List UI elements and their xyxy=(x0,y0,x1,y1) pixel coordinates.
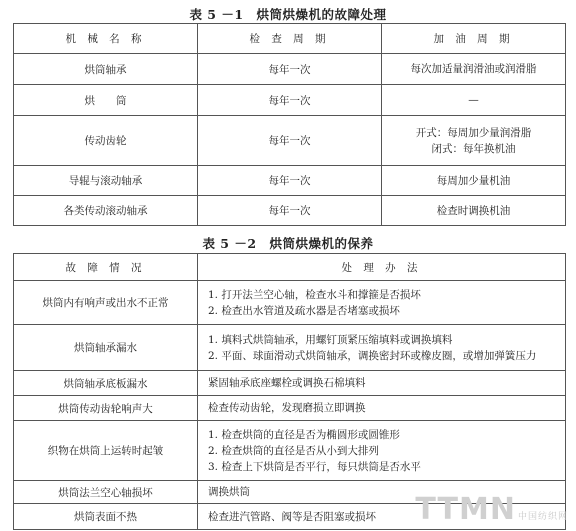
table-row xyxy=(14,325,566,371)
watermark-text: TTMN xyxy=(415,492,516,527)
table-header-row xyxy=(14,254,566,281)
fault-cell: 烘筒轴承底板漏水 xyxy=(14,371,198,396)
fault-cell: 烘筒法兰空心轴损坏 xyxy=(14,481,198,504)
table-row xyxy=(14,85,566,116)
machine-name: 烘 筒 xyxy=(14,85,198,116)
check-period: 每年一次 xyxy=(198,196,382,226)
oil-period xyxy=(382,54,566,85)
table-row xyxy=(14,421,566,481)
oil-line: 每次加适量润滑油或润滑脂 xyxy=(410,63,537,75)
oil-line: 每周加少量机油 xyxy=(436,174,511,187)
header-oil-period: 加 油 周 期 xyxy=(382,24,566,54)
oil-line: 闭式：每年换机油 xyxy=(431,142,516,155)
fault-cell: 织物在烘筒上运转时起皱 xyxy=(14,421,198,481)
solution-cell xyxy=(198,421,566,481)
watermark-logo xyxy=(415,492,568,527)
solution-cell xyxy=(198,396,566,421)
check-period: 每年一次 xyxy=(198,85,382,116)
check-period: 每年一次 xyxy=(198,166,382,196)
fault-table xyxy=(13,253,566,530)
header-solution: 处 理 办 法 xyxy=(198,254,566,281)
table-row xyxy=(14,166,566,196)
solution-line: 2. 检查烘筒的直径是否从小到大排列 xyxy=(208,444,379,457)
fault-cell: 烘筒内有响声或出水不正常 xyxy=(14,281,198,325)
table-row xyxy=(14,196,566,226)
solution-line: 2. 平面、球面滑动式烘筒轴承，调换密封环或橡皮圈，或增加弹簧压力 xyxy=(208,349,537,362)
header-check-period: 检 查 周 期 xyxy=(198,24,382,54)
oil-line: — xyxy=(468,94,479,106)
solution-cell xyxy=(198,371,566,396)
table2-caption: 表 5 －2 烘筒烘燥机的保养 xyxy=(202,236,374,251)
solution-line: 1. 检查烘筒的直径是否为椭圆形或圆锥形 xyxy=(208,428,400,441)
oil-period xyxy=(382,85,566,116)
check-period: 每年一次 xyxy=(198,54,382,85)
oil-period xyxy=(382,166,566,196)
table-header-row xyxy=(14,24,566,54)
solution-cell xyxy=(198,325,566,371)
maintenance-table xyxy=(13,23,566,226)
machine-name: 传动齿轮 xyxy=(14,116,198,166)
solution-line: 调换烘筒 xyxy=(208,486,250,498)
machine-name: 各类传动滚动轴承 xyxy=(14,196,198,226)
fault-cell: 烘筒传动齿轮响声大 xyxy=(14,396,198,421)
header-fault: 故 障 情 况 xyxy=(14,254,198,281)
solution-cell xyxy=(198,281,566,325)
table-row xyxy=(14,116,566,166)
solution-line: 1. 打开法兰空心轴，检查水斗和撑箍是否损坏 xyxy=(208,288,421,301)
fault-cell: 烘筒表面不热 xyxy=(14,504,198,530)
header-machine-name: 机 械 名 称 xyxy=(14,24,198,54)
solution-line: 3. 检查上下烘筒是否平行，每只烘筒是否水平 xyxy=(208,460,421,473)
machine-name: 导辊与滚动轴承 xyxy=(14,166,198,196)
table-row xyxy=(14,54,566,85)
solution-line: 紧固轴承底座螺栓或调换石棉填料 xyxy=(208,377,366,389)
oil-line: 开式：每周加少量润滑脂 xyxy=(415,126,532,139)
oil-line: 检查时调换机油 xyxy=(436,204,511,217)
oil-period xyxy=(382,196,566,226)
fault-cell: 烘筒轴承漏水 xyxy=(14,325,198,371)
oil-period xyxy=(382,116,566,166)
check-period: 每年一次 xyxy=(198,116,382,166)
table-row xyxy=(14,371,566,396)
table1-caption: 表 5 －1 烘筒烘燥机的故障处理 xyxy=(189,7,387,22)
table-row xyxy=(14,281,566,325)
solution-line: 2. 检查出水管道及疏水器是否堵塞或损坏 xyxy=(208,304,400,317)
solution-line: 检查进汽管路、阀等是否阻塞或损坏 xyxy=(208,510,376,523)
solution-line: 1. 填料式烘筒轴承，用螺钉顶紧压缩填料或调换填料 xyxy=(208,333,453,346)
solution-line: 检查传动齿轮，发现磨损立即调换 xyxy=(208,402,366,414)
machine-name: 烘筒轴承 xyxy=(14,54,198,85)
table-row xyxy=(14,396,566,421)
watermark-sub: 中国纺织网 xyxy=(517,512,568,522)
